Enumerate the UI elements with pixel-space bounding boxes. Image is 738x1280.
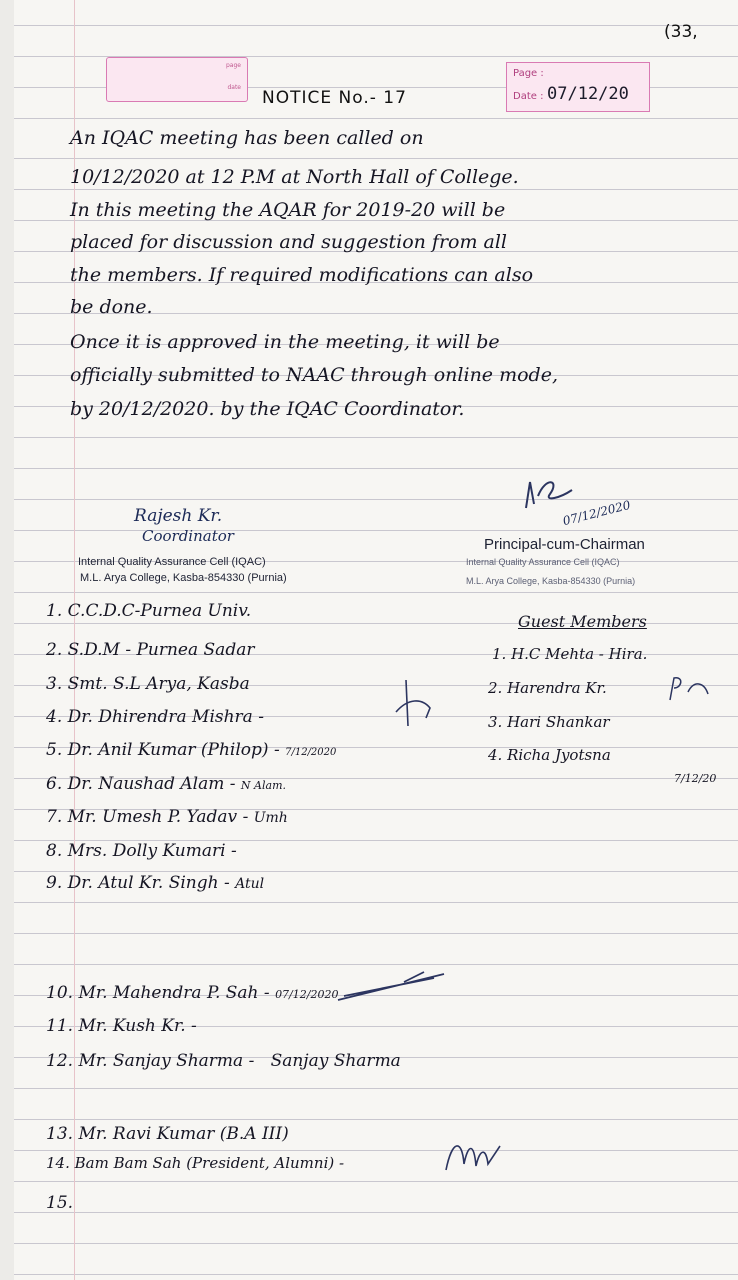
guest-item: 2. Harendra Kr. [488, 679, 607, 697]
coordinator-signature: Rajesh Kr. [134, 506, 223, 526]
member-row: 1. C.C.D.C-Purnea Univ. [46, 601, 252, 621]
body-line: In this meeting the AQAR for 2019-20 will be [70, 199, 506, 221]
member-row: 14. Bam Bam Sah (President, Alumni) - [46, 1154, 345, 1172]
body-line: be done. [70, 296, 153, 318]
member-row: 7. Mr. Umesh P. Yadav - Umh [46, 807, 288, 827]
body-line: placed for discussion and suggestion from all [70, 231, 507, 253]
body-line: by 20/12/2020. by the IQAC Coordinator. [70, 398, 465, 420]
guest-item: 1. H.C Mehta - Hira. [492, 645, 648, 663]
guest-item: 4. Richa Jyotsna [488, 746, 611, 764]
guest-item: 3. Hari Shankar [488, 713, 610, 731]
coordinator-role: Coordinator [142, 527, 234, 545]
member-row: 3. Smt. S.L Arya, Kasba [46, 674, 250, 694]
date-value: 07/12/20 [547, 84, 629, 104]
guest-4-sign-date: 7/12/20 [674, 772, 717, 785]
member-row: 2. S.D.M - Purnea Sadar [46, 640, 255, 660]
principal-sign-date: 07/12/2020 [561, 497, 632, 529]
member-row: 8. Mrs. Dolly Kumari - [46, 841, 237, 861]
notebook-stamp-box: page date [106, 57, 248, 102]
member-row: 6. Dr. Naushad Alam - N Alam. [46, 774, 286, 794]
page-number: (33, [664, 22, 698, 42]
notice-title: NOTICE No.- 17 [262, 88, 407, 108]
member-row: 13. Mr. Ravi Kumar (B.A III) [46, 1124, 289, 1144]
guest-heading: Guest Members [518, 612, 647, 631]
body-line: the members. If required modifications can also [70, 264, 534, 286]
member-14-signature-mark [440, 1134, 510, 1180]
date-label: Date : [513, 91, 544, 102]
member-4-signature-mark [386, 678, 436, 730]
principal-college: M.L. Arya College, Kasba-854330 (Purnia) [466, 576, 636, 586]
member-row: 4. Dr. Dhirendra Mishra - [46, 707, 264, 727]
principal-cell: Internal Quality Assurance Cell (IQAC) [466, 557, 620, 567]
page-label: Page : [513, 68, 544, 79]
body-line: officially submitted to NAAC through online mode, [70, 364, 558, 386]
coordinator-college: M.L. Arya College, Kasba-854330 (Purnia) [80, 572, 287, 584]
coordinator-cell: Internal Quality Assurance Cell (IQAC) [78, 556, 266, 568]
member-row: 12. Mr. Sanjay Sharma - Sanjay Sharma [46, 1051, 401, 1071]
principal-role: Principal-cum-Chairman [484, 536, 645, 553]
member-row: 5. Dr. Anil Kumar (Philop) - 7/12/2020 [46, 740, 337, 760]
body-line: Once it is approved in the meeting, it will be [70, 331, 500, 353]
body-line: An IQAC meeting has been called on [70, 127, 424, 149]
member-10-signature-mark [334, 968, 454, 1004]
guest-2-signature-mark [664, 672, 714, 706]
member-row: 11. Mr. Kush Kr. - [46, 1016, 197, 1036]
member-row: 9. Dr. Atul Kr. Singh - Atul [46, 873, 265, 893]
member-row: 10. Mr. Mahendra P. Sah - 07/12/2020 [46, 983, 339, 1003]
page-date-box [506, 62, 650, 112]
notebook-page [14, 0, 738, 1280]
body-line: 10/12/2020 at 12 P.M at North Hall of College. [70, 166, 519, 188]
member-row: 15. [46, 1193, 74, 1213]
